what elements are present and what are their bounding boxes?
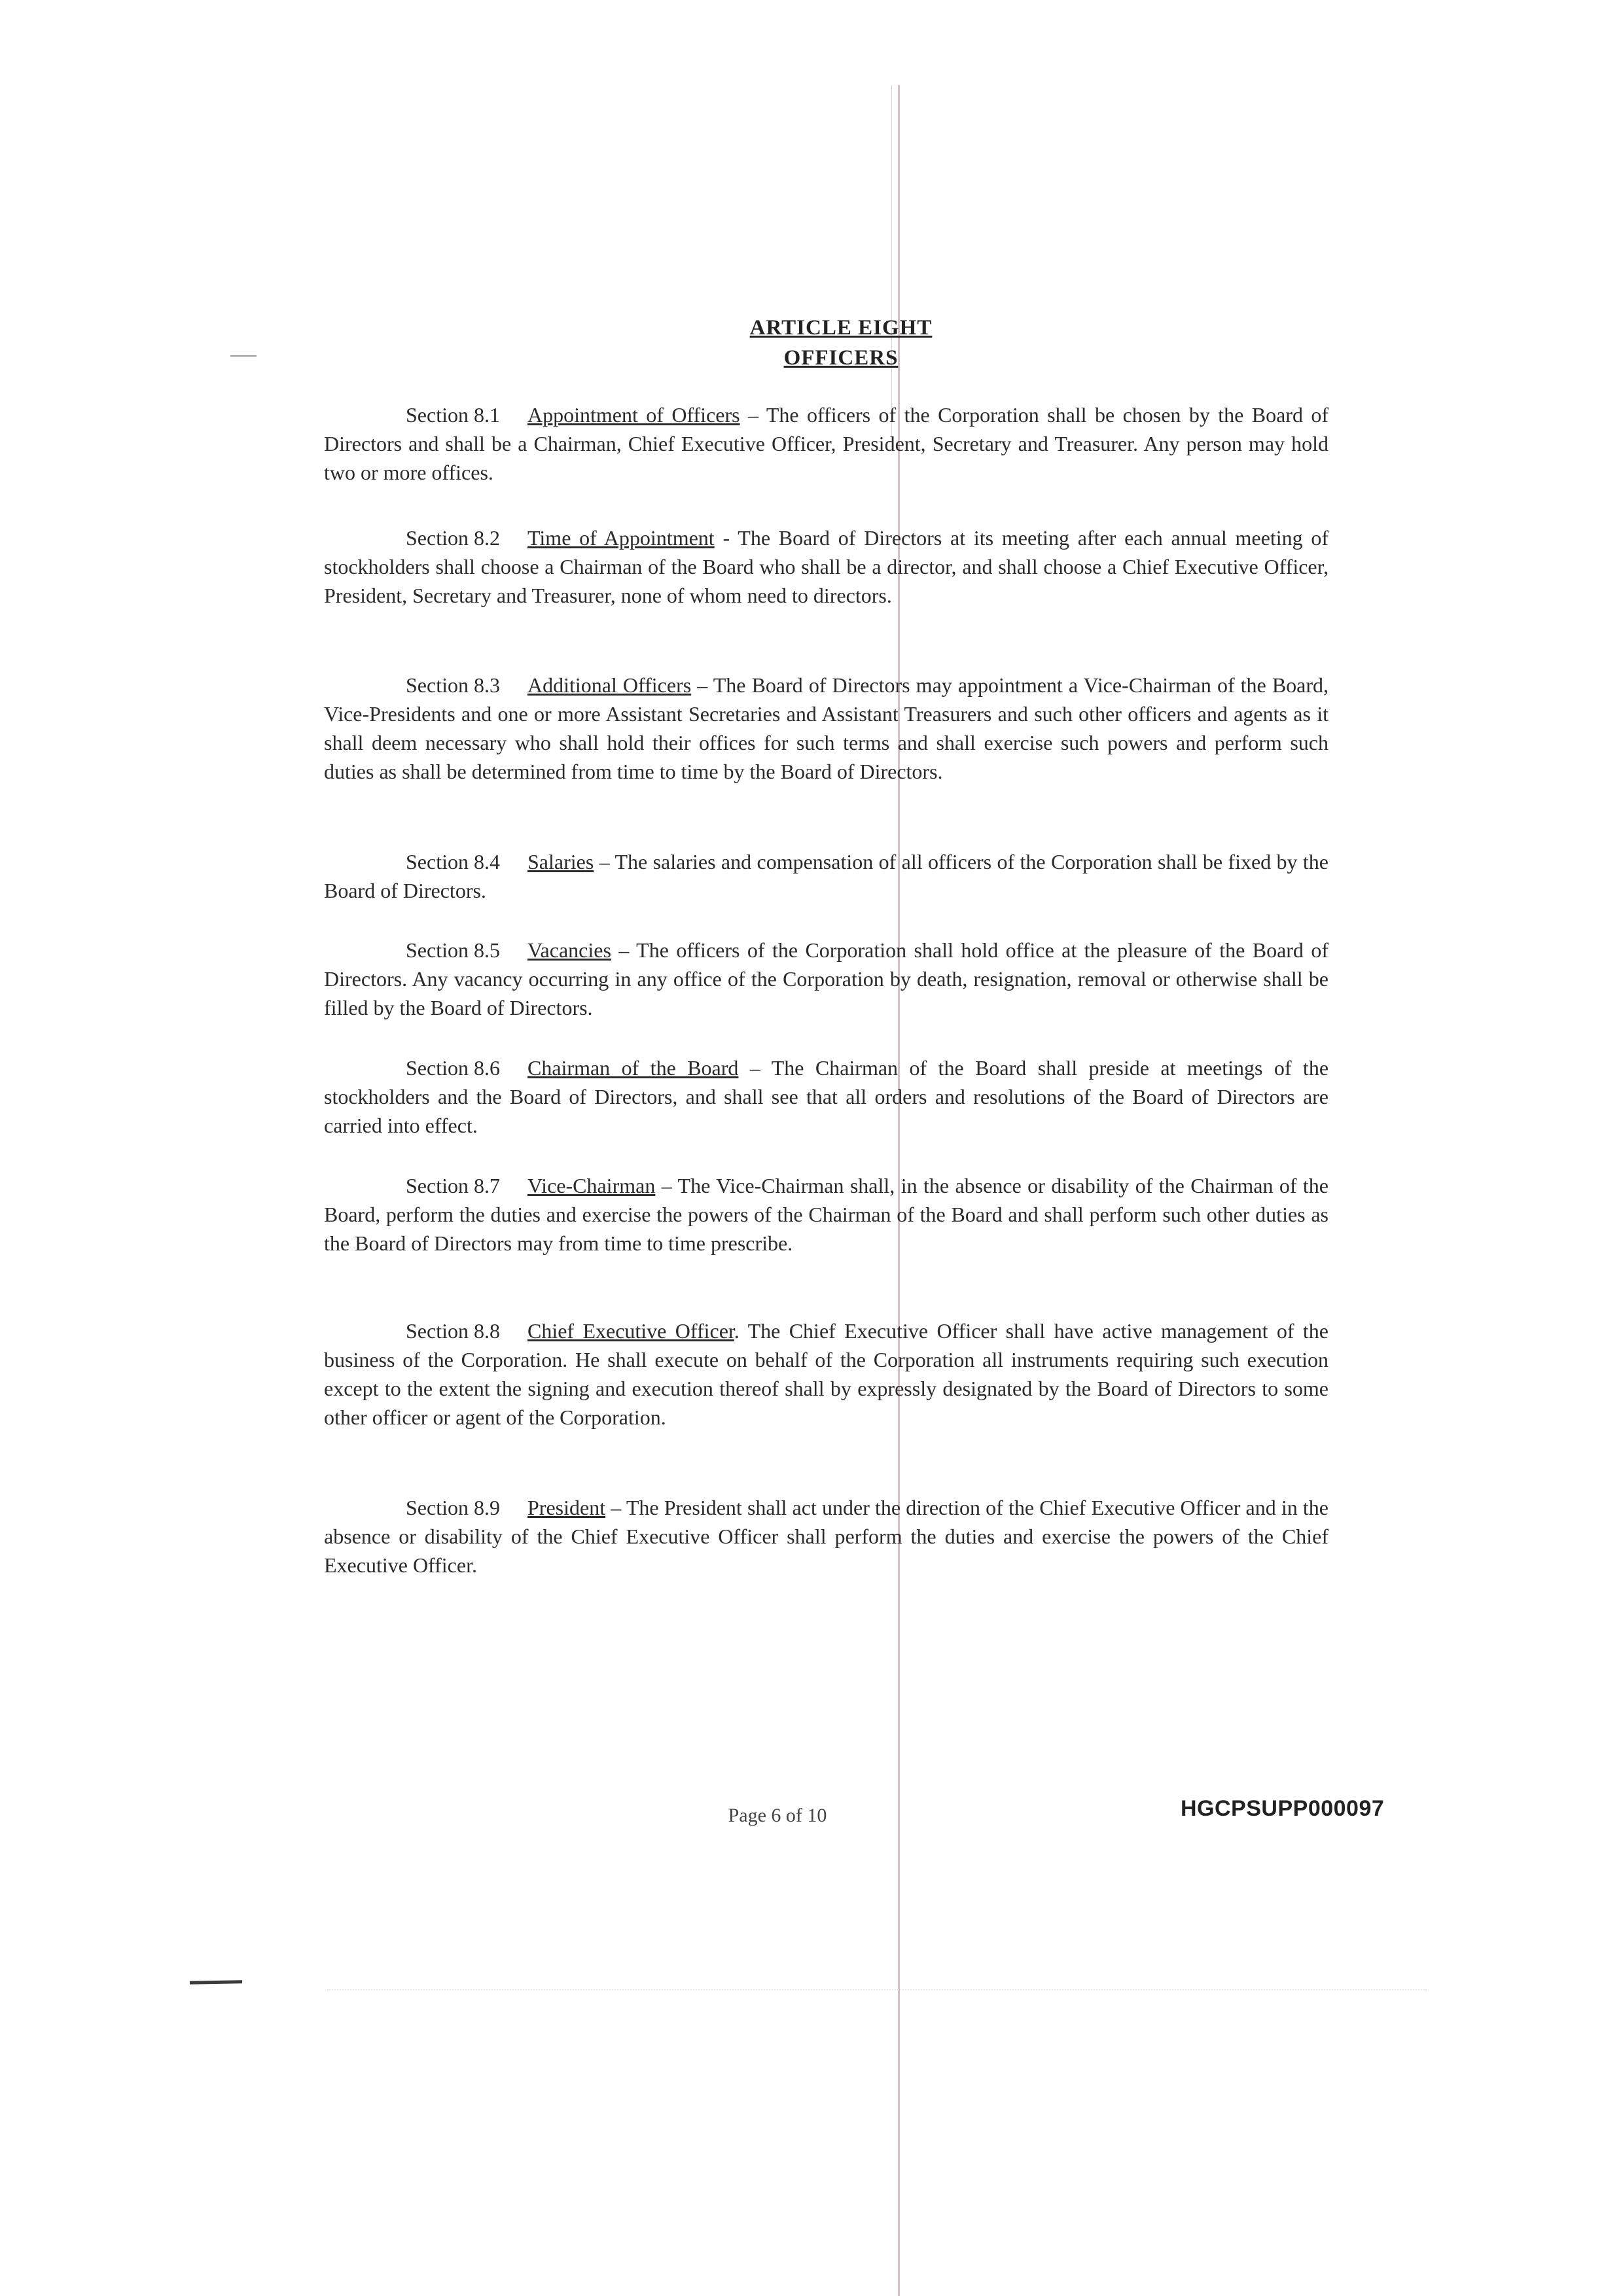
section-title: Vice-Chairman — [527, 1174, 656, 1197]
article-header — [0, 313, 1623, 373]
section-number: Section 8.3 — [406, 673, 500, 697]
bates-number: HGCPSUPP000097 — [1181, 1796, 1385, 1821]
scan-artifact-line-faint — [891, 85, 892, 451]
section-text: The Chief Executive Officer shall have active management of the business of the Corporation. He shall execute on behalf of the Corporation all instruments requiring such execution except to the extent the signing and execution thereof shall by expressly designated by the Board of Directors to some other officer or agent of the Corporation. — [324, 1319, 1329, 1429]
section-text: The officers of the Corporation shall be chosen by the Board of Directors and shall be a Chairman, Chief Executive Officer, President, Secretary and Treasurer. Any person may hold two or more offices. — [324, 403, 1329, 484]
section-8-7 — [324, 1171, 1329, 1258]
section-8-6 — [324, 1053, 1329, 1140]
section-text: The Board of Directors may appointment a Vice-Chairman of the Board, Vice-Presidents and one or more Assistant Secretaries and Assistant Treasurers and such other officers and agents as it shall deem necessary who shall hold their offices for such terms and shall exercise such powers and perform such duties as shall be determined from time to time by the Board of Directors. — [324, 673, 1329, 783]
section-title: Additional Officers — [527, 673, 692, 697]
section-title: Chief Executive Officer — [527, 1319, 734, 1343]
section-number: Section 8.5 — [406, 938, 500, 962]
section-separator: – — [738, 1056, 772, 1080]
scan-dotted-rule — [327, 1989, 1427, 1990]
section-title: Chairman of the Board — [527, 1056, 739, 1080]
section-separator: – — [740, 403, 766, 427]
section-text: The President shall act under the direction of the Chief Executive Officer and in the absence or disability of the Chief Executive Officer shall perform the duties and exercise the powers of the Chief Executive Officer. — [324, 1496, 1329, 1577]
section-8-9 — [324, 1493, 1329, 1580]
section-title: Vacancies — [527, 938, 611, 962]
section-separator: – — [655, 1174, 678, 1197]
section-8-2 — [324, 523, 1329, 610]
section-title: Appointment of Officers — [527, 403, 740, 427]
section-number: Section 8.2 — [406, 526, 500, 550]
section-8-1 — [324, 400, 1329, 487]
section-number: Section 8.8 — [406, 1319, 500, 1343]
section-8-3 — [324, 671, 1329, 786]
section-8-8 — [324, 1316, 1329, 1432]
section-number: Section 8.6 — [406, 1056, 500, 1080]
section-text: The salaries and compensation of all officers of the Corporation shall be fixed by the Board of Directors. — [324, 850, 1329, 902]
article-subheading: OFFICERS — [783, 346, 899, 370]
section-separator: – — [594, 850, 615, 874]
section-separator: - — [714, 526, 738, 550]
section-text: The officers of the Corporation shall hold office at the pleasure of the Board of Directors. Any vacancy occurring in any office of the Corporation by death, resignation, removal or otherwise shall be filled by the Board of Directors. — [324, 938, 1329, 1019]
article-heading: ARTICLE EIGHT — [749, 316, 933, 340]
section-number: Section 8.9 — [406, 1496, 500, 1519]
section-text: The Vice-Chairman shall, in the absence or disability of the Chairman of the Board, perform the duties and exercise the powers of the Chairman of the Board and shall perform such other duties as the Board of Directors may from time to time prescribe. — [324, 1174, 1329, 1255]
section-number: Section 8.7 — [406, 1174, 500, 1197]
section-8-5 — [324, 936, 1329, 1022]
section-separator: – — [611, 938, 637, 962]
section-title: Salaries — [527, 850, 594, 874]
section-number: Section 8.1 — [406, 403, 500, 427]
section-separator: – — [691, 673, 713, 697]
section-title: President — [527, 1496, 606, 1519]
section-separator: . — [734, 1319, 748, 1343]
section-text: The Board of Directors at its meeting after each annual meeting of stockholders shall choose a Chairman of the Board who shall be a director, and shall choose a Chief Executive Officer, President, Secretary and Treasurer, none of whom need to directors. — [324, 526, 1329, 607]
section-8-4 — [324, 847, 1329, 905]
section-text: The Chairman of the Board shall preside at meetings of the stockholders and the Board of Directors, and shall see that all orders and resolutions of the Board of Directors are carried into effect. — [324, 1056, 1329, 1137]
section-number: Section 8.4 — [406, 850, 500, 874]
section-separator: – — [605, 1496, 626, 1519]
page-number: Page 6 of 10 — [728, 1805, 827, 1826]
section-title: Time of Appointment — [527, 526, 715, 550]
scan-edge-mark — [190, 1980, 242, 1984]
